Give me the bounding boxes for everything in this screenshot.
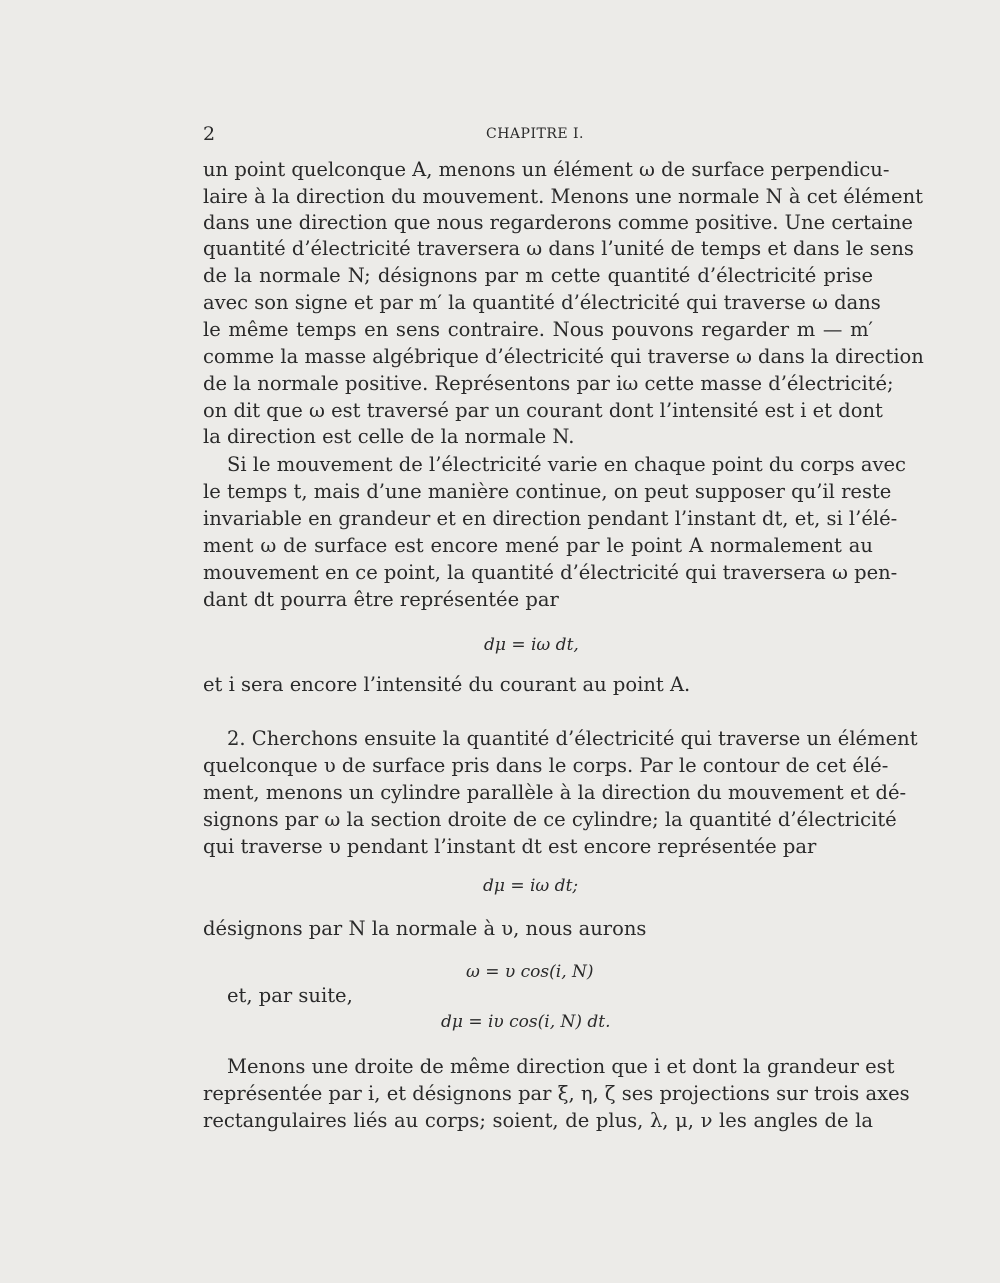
equation: dμ = iω dt; — [483, 876, 579, 896]
text-line: qui traverse υ pendant l’instant dt est encore représentée par — [203, 835, 817, 858]
text-line: signons par ω la section droite de ce cylindre; la quantité d’électricité — [203, 808, 897, 831]
text-line: désignons par N la normale à υ, nous aurons — [203, 917, 647, 940]
equation: dμ = iω dt, — [484, 635, 579, 655]
text-line: la direction est celle de la normale N. — [203, 425, 575, 448]
text-line: ment, menons un cylindre parallèle à la direction du mouvement et dé- — [203, 781, 907, 804]
text-line: de la normale N; désignons par m cette quantité d’électricité prise — [203, 264, 873, 287]
text-line: le même temps en sens contraire. Nous pouvons regarder m — m′ — [203, 318, 873, 341]
running-title: CHAPITRE I. — [486, 126, 585, 142]
text-line: laire à la direction du mouvement. Menons une normale N à cet élément — [203, 185, 923, 208]
text-line: dans une direction que nous regarderons comme positive. Une certaine — [203, 211, 913, 234]
text-line: de la normale positive. Représentons par iω cette masse d’électricité; — [203, 372, 894, 395]
text-line: 2. Cherchons ensuite la quantité d’électricité qui traverse un élément — [227, 727, 918, 750]
equation: dμ = iυ cos(i, N) dt. — [441, 1012, 611, 1032]
text-line: on dit que ω est traversé par un courant dont l’intensité est i et dont — [203, 399, 883, 422]
text-line: et i sera encore l’intensité du courant au point A. — [203, 673, 691, 696]
text-line: mouvement en ce point, la quantité d’électricité qui traversera ω pen- — [203, 561, 898, 584]
text-line: et, par suite, — [227, 984, 353, 1007]
text-line: Si le mouvement de l’électricité varie en chaque point du corps avec — [227, 453, 906, 476]
text-line: quantité d’électricité traversera ω dans l’unité de temps et dans le sens — [203, 237, 914, 260]
text-line: dant dt pourra être représentée par — [203, 588, 559, 611]
page-number: 2 — [203, 123, 216, 145]
equation: ω = υ cos(i, N) — [466, 962, 594, 982]
text-line: quelconque υ de surface pris dans le corps. Par le contour de cet élé- — [203, 754, 889, 777]
text-line: représentée par i, et désignons par ξ, η, ζ ses projections sur trois axes — [203, 1082, 910, 1105]
text-line: rectangulaires liés au corps; soient, de plus, λ, μ, ν les angles de la — [203, 1109, 873, 1132]
text-line: avec son signe et par m′ la quantité d’électricité qui traverse ω dans — [203, 291, 881, 314]
text-line: un point quelconque A, menons un élément ω de surface perpendicu- — [203, 158, 890, 181]
text-line: ment ω de surface est encore mené par le point A normalement au — [203, 534, 873, 557]
text-line: le temps t, mais d’une manière continue, on peut supposer qu’il reste — [203, 480, 892, 503]
text-line: Menons une droite de même direction que i et dont la grandeur est — [227, 1055, 895, 1078]
text-line: comme la masse algébrique d’électricité qui traverse ω dans la direction — [203, 345, 924, 368]
text-line: invariable en grandeur et en direction pendant l’instant dt, et, si l’élé- — [203, 507, 898, 530]
